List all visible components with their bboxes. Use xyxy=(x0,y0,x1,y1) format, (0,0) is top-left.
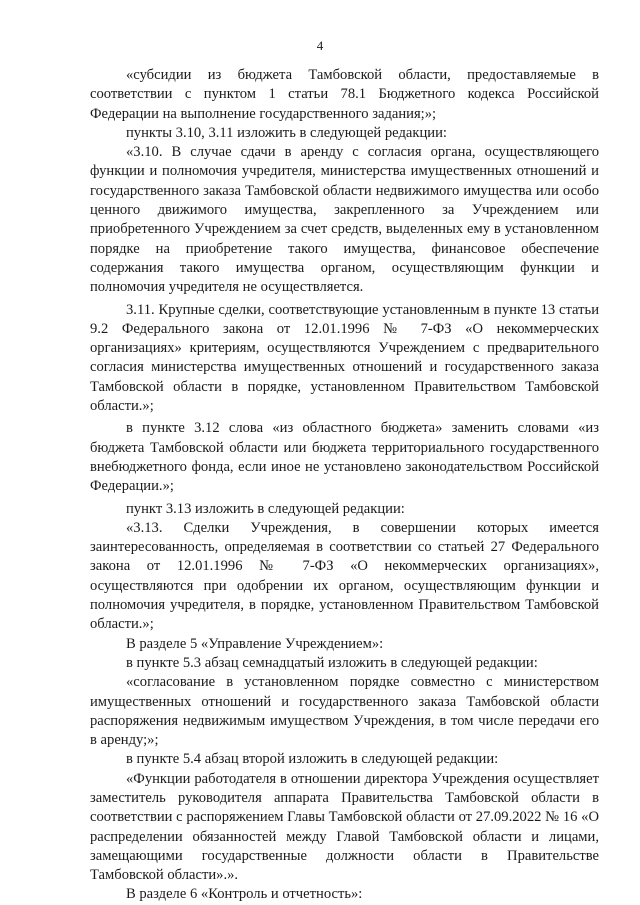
paragraph-point-3-13: пункт 3.13 изложить в следующей редакции: xyxy=(126,500,405,517)
paragraph-5-3-text: «согласование в установленном порядке совместно с министерством имущественных отношений и государственного заказа Тамбовской области распоряжения недвижимым имуществом Учреждения, в том числе передачи его в аренду;»; xyxy=(90,674,599,749)
paragraph-3-11: 3.11. Крупные сделки, соответствующие установленным в пункте 13 статьи 9.2 Федерального закона от 12.01.1996 № 7-ФЗ «О некоммерческих организациях» критериям, осуществляются Учреждением с предварительного согласия министерства имущественных отношений и государственного заказа Тамбовской области в порядке, установленном Правительством Тамбовской области.»; xyxy=(90,301,599,415)
paragraph-section-6: В разделе 6 «Контроль и отчетность»: xyxy=(126,886,363,903)
paragraph-3-10: «3.10. В случае сдачи в аренду с согласия органа, осуществляющего функции и полномочия учредителя, министерства имущественных отношений и государственного заказа Тамбовской области недвижимого имущества или особо ценного движимого имущества, закрепленного за Учреждением или приобретенного Учреждением за счет средств, выделенных ему в установленном порядке на приобретение такого имущества, финансовое обеспечение содержания такого имущества органом, осуществляющим функции и полномочия учредителя не осуществляется. xyxy=(90,144,599,296)
paragraph-5-4-text: «Функции работодателя в отношении директора Учреждения осуществляет заместитель руководителя аппарата Правительства Тамбовской области в соответствии с распоряжением Главы Тамбовской области от 27.09.2022 № 16 «О распределении обязанностей между Главой Тамбовской области и лицами, замещающими государственные должности области в Правительстве Тамбовской области».». xyxy=(90,770,599,884)
document-body xyxy=(90,66,599,905)
page-number: 4 xyxy=(316,38,324,53)
paragraph-3-12: в пункте 3.12 слова «из областного бюджета» заменить словами «из бюджета Тамбовской области или бюджета территориального государственного внебюджетного фонда, если иное не установлено законодательством Российской Федерации.»; xyxy=(90,420,599,495)
paragraph-5-3: в пункте 5.3 абзац семнадцатый изложить в следующей редакции: xyxy=(126,654,538,671)
paragraph-3-13: «3.13. Сделки Учреждения, в совершении которых имеется заинтересованность, определяемая в соответствии со статьей 27 Федерального закона от 12.01.1996 № 7-ФЗ «О некоммерческих организациях», осуществляются при одобрении их органом, осуществляющим функции и полномочия учредителя, в порядке, установленном Правительством Тамбовской области.»; xyxy=(90,519,599,633)
paragraph-subsidies: «субсидии из бюджета Тамбовской области, предоставляемые в соответствии с пунктом 1 статьи 78.1 Бюджетного кодекса Российской Федерации на выполнение государственного задания;»; xyxy=(90,67,599,122)
paragraph-points-3-10-3-11: пункты 3.10, 3.11 изложить в следующей редакции: xyxy=(126,124,447,141)
paragraph-section-5: В разделе 5 «Управление Учреждением»: xyxy=(126,635,384,652)
paragraph-5-4: в пункте 5.4 абзац второй изложить в следующей редакции: xyxy=(126,751,499,768)
